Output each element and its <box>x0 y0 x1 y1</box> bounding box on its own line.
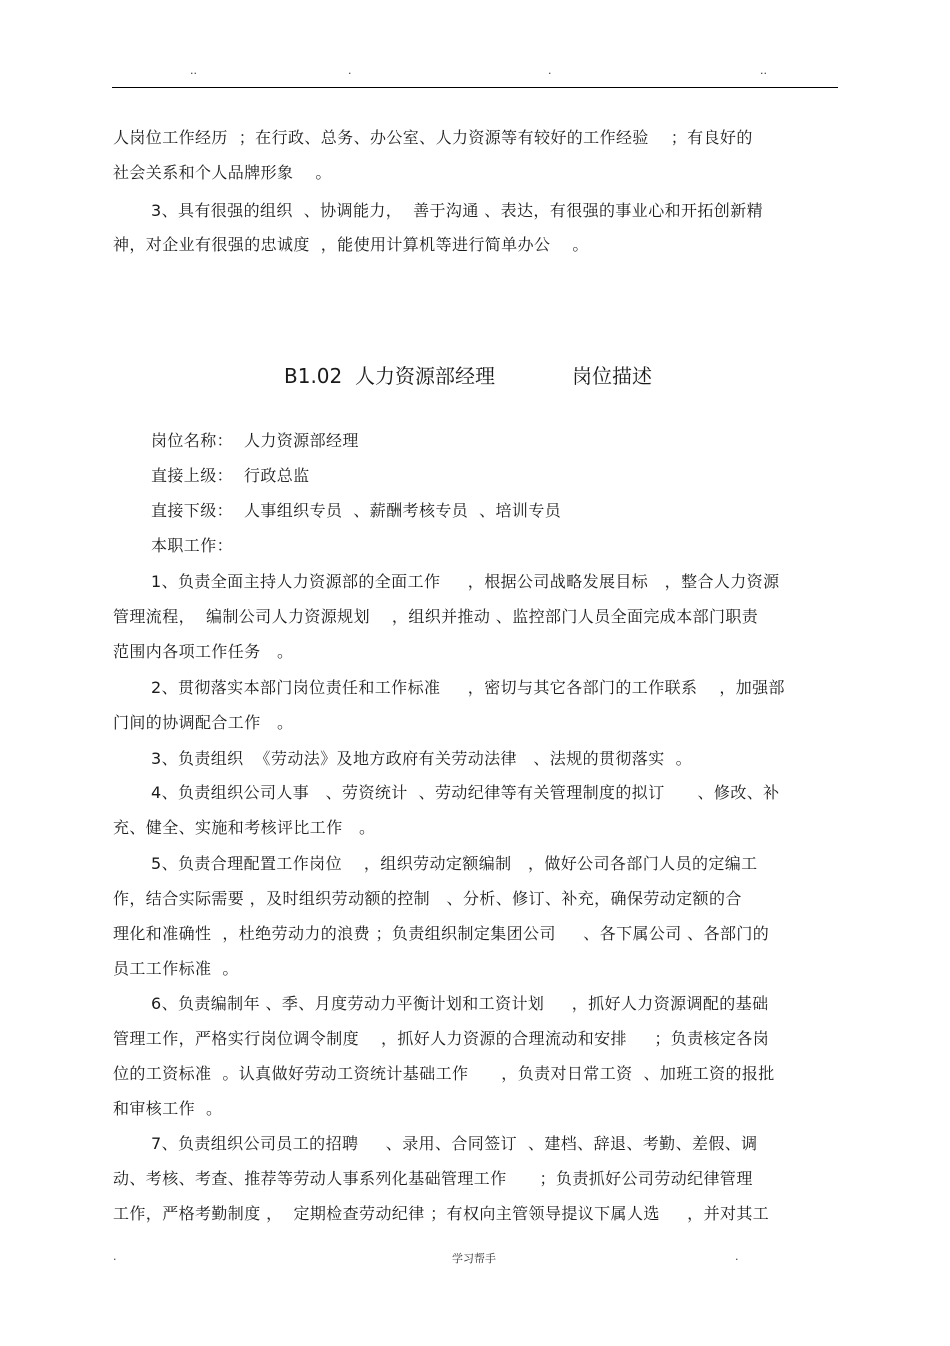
header-mark: .. <box>190 64 197 77</box>
field-position-name: 岗位名称： 人力资源部经理 <box>151 431 359 450</box>
duty-line: 6、负责编制年 、季、月度劳动力平衡计划和工资计划 ，抓好人力资源调配的基础 <box>151 994 769 1013</box>
duty-line: 管理流程， 编制公司人力资源规划 ，组织并推动 、监控部门人员全面完成本部门职责 <box>113 607 759 626</box>
duty-line: 5、负责合理配置工作岗位 ，组织劳动定额编制 ，做好公司各部门人员的定编工 <box>151 854 758 873</box>
duty-line: 工作，严格考勤制度 ， 定期检查劳动纪律 ；有权向主管领导提议下属人选 ，并对其工 <box>113 1204 770 1223</box>
duty-line: 和审核工作 。 <box>113 1099 223 1118</box>
duty-line: 2、贯彻落实本部门岗位责任和工作标准 ，密切与其它各部门的工作联系 ，加强部 <box>151 678 785 697</box>
section-code-title: B1.02 人力资源部经理 <box>284 364 495 388</box>
duty-line: 员工工作标准 。 <box>113 959 239 978</box>
header-mark: . <box>348 64 352 77</box>
duty-line: 范围内各项工作任务 。 <box>113 642 294 661</box>
field-direct-superior: 直接上级： 行政总监 <box>151 466 310 485</box>
duty-line: 位的工资标准 。认真做好劳动工资统计基础工作 ，负责对日常工资 、加班工资的报批 <box>113 1064 775 1083</box>
header-mark: . <box>548 64 552 77</box>
text-line: 3、具有很强的组织 、协调能力， 善于沟通 、表达，有很强的事业心和开拓创新精 <box>151 201 764 220</box>
field-direct-subordinates: 直接下级： 人事组织专员 、薪酬考核专员 、培训专员 <box>151 501 562 520</box>
header-mark: .. <box>760 64 767 77</box>
footer-right-mark: . <box>735 1250 739 1263</box>
text-line: 社会关系和个人品牌形象 。 <box>113 163 332 182</box>
duty-line: 管理工作，严格实行岗位调令制度 ，抓好人力资源的合理流动和安排 ；负责核定各岗 <box>113 1029 770 1048</box>
page-header <box>0 64 950 88</box>
text-line: 人岗位工作经历 ；在行政、总务、办公室、人力资源等有较好的工作经验 ；有良好的 <box>113 128 753 147</box>
duty-line: 充、健全、实施和考核评比工作 。 <box>113 818 376 837</box>
footer-left-mark: . <box>113 1250 117 1263</box>
duty-line: 作，结合实际需要 ，及时组织劳动额的控制 、分析、修订、补充，确保劳动定额的合 <box>113 889 742 908</box>
duty-line: 4、负责组织公司人事 、劳资统计 、劳动纪律等有关管理制度的拟订 、修改、补 <box>151 783 780 802</box>
header-rule <box>112 87 838 88</box>
text-line: 神，对企业有很强的忠诚度 ，能使用计算机等进行简单办公 。 <box>113 235 589 254</box>
duty-line: 3、负责组织 《劳动法》及地方政府有关劳动法律 、法规的贯彻落实 。 <box>151 749 692 768</box>
section-subtitle: 岗位描述 <box>572 364 652 388</box>
page-footer <box>0 1250 950 1270</box>
duty-line: 动、考核、考查、推荐等劳动人事系列化基础管理工作 ；负责抓好公司劳动纪律管理 <box>113 1169 753 1188</box>
duty-line: 1、负责全面主持人力资源部的全面工作 ，根据公司战略发展目标 ，整合人力资源 <box>151 572 780 591</box>
duty-line: 理化和准确性 ，杜绝劳动力的浪费 ；负责组织制定集团公司 、各下属公司 、各部门的 <box>113 924 770 943</box>
field-duties-heading: 本职工作： <box>151 536 234 555</box>
duty-line: 7、负责组织公司员工的招聘 、录用、合同签订 、建档、辞退、考勤、差假、调 <box>151 1134 758 1153</box>
duty-line: 门间的协调配合工作 。 <box>113 713 294 732</box>
footer-text: 学习帮手 <box>452 1252 496 1265</box>
